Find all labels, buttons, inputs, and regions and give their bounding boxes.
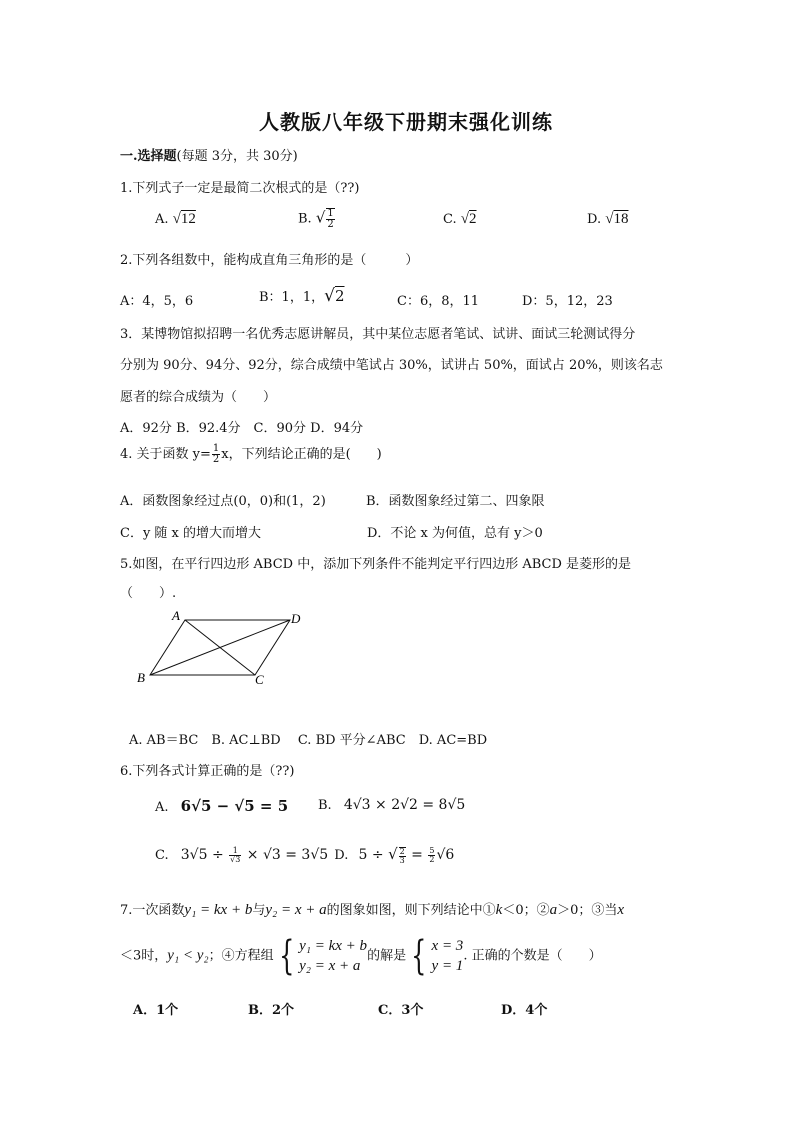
q2-b-radicand: 2 [334, 287, 345, 305]
q7-ineq: y₁ < y₂ [167, 947, 209, 964]
q4-stem-post: x，下列结论正确的是( ) [221, 447, 382, 462]
diagonal-bd [150, 620, 290, 675]
q7-eq1: y₁ = kx + b [184, 902, 253, 918]
q6-b-label: B. [318, 798, 332, 813]
q7-option-d: D．4个 [501, 1003, 548, 1018]
q4-frac-den: 2 [212, 454, 220, 465]
q7-k: k [495, 902, 503, 918]
q6-option-a [155, 797, 288, 815]
q6-d-label: D. [334, 848, 349, 863]
q7-k-cond: ＜0；② [502, 903, 550, 918]
q7-sys1b: y₂ = x + a [299, 958, 361, 974]
q5-paren: （ ）. [120, 586, 177, 601]
q7-system-1 [299, 936, 367, 976]
q2-option-b: B：1，1，√2 [259, 286, 345, 306]
q7-a-cond: ＞0；③当 [557, 903, 618, 918]
q1-b-frac [326, 208, 334, 230]
q3-line-2: 分别为 90分、94分、92分，综合成绩中笔试占 30%，试讲占 50%，面试占 20%，则该名志 [120, 358, 663, 373]
q6-a-label: A. [155, 800, 169, 815]
q6-option-b [318, 797, 465, 813]
q1-stem: 1.下列式子一定是最简二次根式的是（??) [120, 181, 360, 196]
vertex-label-b: B [137, 670, 145, 685]
q7-option-c: C．3个 [378, 1003, 424, 1018]
q7-l2-pre: ＜3时， [120, 948, 168, 964]
q7-pre: 7.一次函数 [120, 903, 185, 918]
q7-l2-mid: ；④方程组 [208, 948, 274, 964]
q6-c-num: 1 [229, 847, 241, 856]
parallelogram-figure [130, 605, 310, 690]
q2-option-a: A：4，5，6 [120, 294, 194, 309]
q6-c-expr-post: × √3 = 3√5 [242, 847, 329, 863]
q6-d-frac-2 [428, 847, 435, 864]
q7-a: a [549, 902, 558, 918]
q7-l2-post: . 正确的个数是（ ） [463, 948, 602, 964]
q6-c-den: √3 [230, 855, 241, 864]
q3-line-1: 3．某博物馆拟招聘一名优秀志愿讲解员，其中某位志愿者笔试、试讲、面试三轮测试得分 [120, 327, 636, 342]
q1-a-radicand: 12 [180, 211, 196, 227]
section-heading [120, 145, 298, 164]
q1-b-den: 2 [327, 219, 334, 230]
q1-option-d: D. √18 [587, 211, 629, 227]
q7-line-1 [120, 899, 624, 919]
q2-b-label: B：1，1， [259, 290, 325, 305]
page-title: 人教版八年级下册期末强化训练 [259, 110, 553, 134]
q7-line-2 [120, 933, 602, 979]
q6-c-expr-pre: 3√5 ÷ [180, 847, 229, 863]
q6-d-expr-pre: 5 ÷ [358, 847, 389, 863]
q7-system-2 [432, 936, 464, 976]
q4-option-c: C．y 随 x 的增大而增大 [120, 526, 262, 541]
q7-post: 的图象如图，则下列结论中① [326, 903, 496, 918]
q4-option-b: B．函数图象经过第二、四象限 [366, 494, 545, 509]
q1-b-label: B. [298, 211, 312, 227]
q7-brace-2: { [411, 933, 427, 979]
q7-mid: 与 [252, 903, 266, 918]
q2-option-d: D：5，12，23 [522, 294, 613, 309]
q3-line-3: 愿者的综合成绩为（ ） [120, 390, 277, 405]
q6-d-num: 2 [399, 846, 405, 856]
q4-frac-num: 1 [212, 443, 220, 454]
q6-d-frac-1 [399, 847, 406, 865]
q1-option-a [155, 211, 196, 228]
q4-option-a: A．函数图象经过点(0，0)和(1，2) [120, 494, 326, 509]
q6-d-tail: √6 [436, 847, 455, 863]
q2-option-c: C：6，8，11 [397, 294, 480, 309]
q6-c-frac [229, 847, 241, 864]
q6-option-c: C. 3√5 ÷ $\frac{1}{√3}$ × √3 = 3√5 D. 5 ÷ √ $\frac{2}{3}$ = $\frac{5}{2}$ √6 [155, 845, 455, 865]
q4-stem-pre: 4. 关于函数 y= [120, 447, 211, 462]
q7-brace-1: { [278, 933, 295, 979]
vertex-label-d: D [291, 611, 301, 626]
q7-l2-mid2: 的解是 [367, 948, 407, 964]
q6-c-label: C. [155, 848, 169, 863]
q6-a-expr: 6√5 − √5 = 5 [180, 797, 289, 815]
q7-sys2b: y = 1 [431, 958, 464, 974]
q4-frac [212, 444, 220, 465]
q1-option-b: B. √ $\frac{1}{2}$ [298, 208, 334, 230]
q3-options: A．92分 B．92.4分 C．90分 D．94分 [120, 421, 364, 436]
q1-b-num: 1 [327, 208, 334, 219]
vertex-label-a: A [172, 608, 180, 623]
q6-d-num2: 5 [429, 846, 435, 855]
q1-d-label: D. [587, 212, 602, 227]
q6-d-expr-post: = [406, 847, 428, 863]
q1-c-radicand: 2 [469, 211, 477, 227]
q2-stem: 2.下列各组数中，能构成直角三角形的是（ ） [120, 253, 419, 268]
section-note: (每题 3分，共 30分) [176, 149, 298, 164]
q6-d-den: 3 [399, 855, 405, 865]
q7-x: x [617, 902, 625, 918]
section-title: 一.选择题 [120, 149, 177, 164]
q5-options: A. AB＝BC B. AC⊥BD C. BD 平分∠ABC D. AC=BD [129, 733, 488, 748]
vertex-label-c: C [255, 672, 264, 687]
q4-option-d: D．不论 x 为何值，总有 y＞0 [367, 526, 543, 541]
q7-option-a: A．1个 [133, 1003, 179, 1018]
q1-d-radicand: 18 [613, 211, 629, 227]
q6-stem: 6.下列各式计算正确的是（??) [120, 764, 295, 779]
q1-a-expr: √12 [172, 211, 196, 227]
q6-d-den2: 2 [429, 855, 435, 864]
q1-option-c: C. √2 [443, 211, 477, 227]
q5-stem: 5.如图，在平行四边形 ABCD 中，添加下列条件不能判定平行四边形 ABCD 是菱形的是 [120, 557, 632, 572]
q1-a-label: A. [155, 212, 169, 227]
q7-eq2: y₂ = x + a [265, 902, 327, 918]
q6-b-expr: 4√3 × 2√2 = 8√5 [343, 797, 466, 813]
q7-sys1a: y₁ = kx + b [299, 938, 368, 954]
q7-sys2a: x = 3 [431, 938, 464, 954]
q7-option-b: B．2个 [248, 1003, 295, 1018]
q1-c-label: C. [443, 212, 457, 227]
q4-stem [120, 443, 382, 465]
